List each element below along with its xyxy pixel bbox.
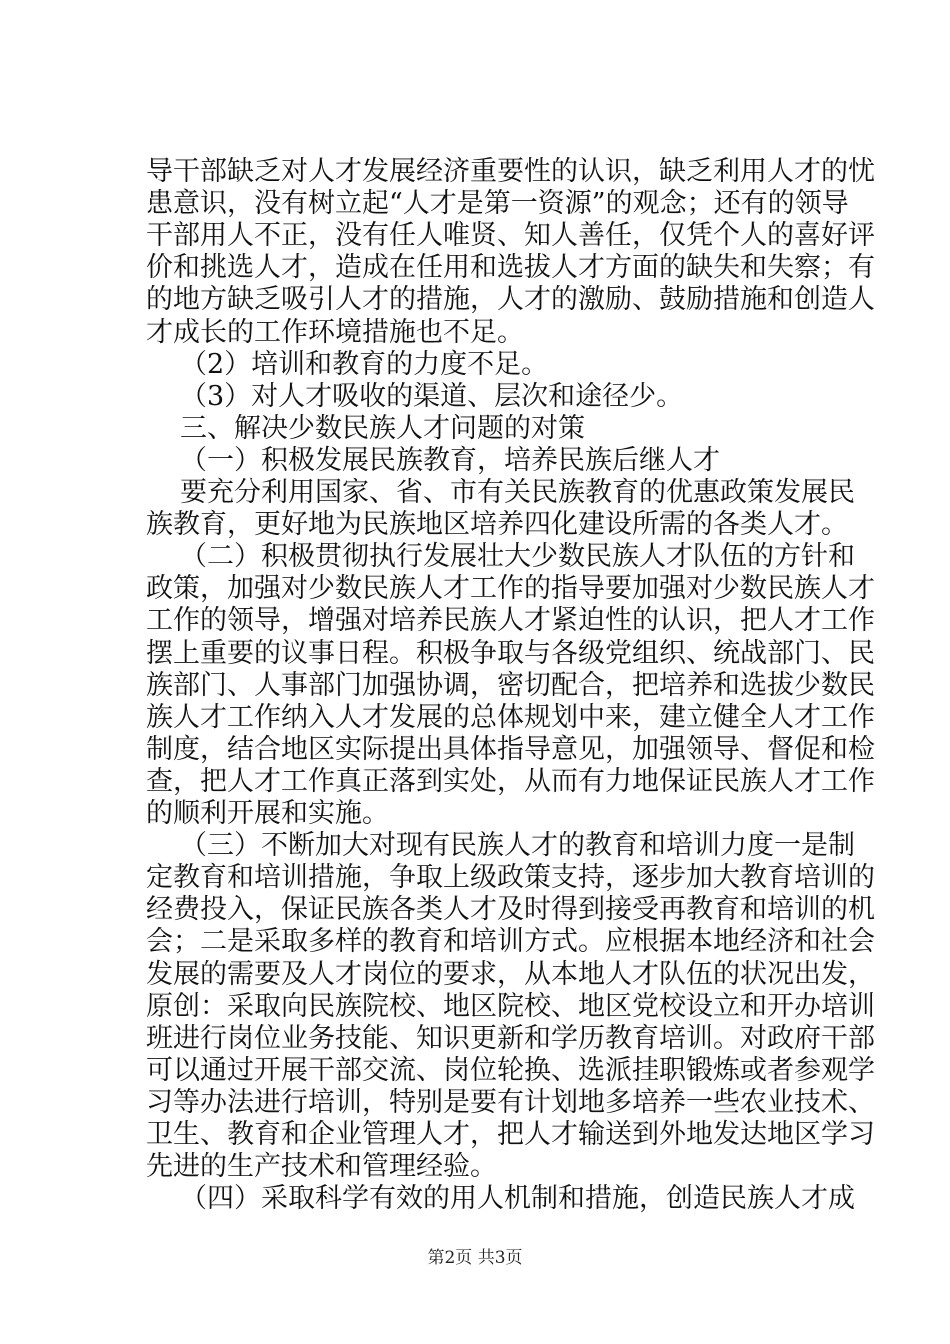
body-text-line: 习等办法进行培训，特别是要有计划地多培养一些农业技术、 (146, 1086, 875, 1118)
body-text-line: 价和挑选人才，造成在任用和选拔人才方面的缺失和失察；有 (146, 252, 875, 284)
body-text-line: 政策，加强对少数民族人才工作的指导要加强对少数民族人才 (146, 573, 875, 605)
body-text-line: 卫生、教育和企业管理人才，把人才输送到外地发达地区学习 (146, 1119, 875, 1150)
list-item-2: （2）培训和教育的力度不足。 (180, 348, 549, 380)
body-text-line: 发展的需要及人才岗位的要求，从本地人才队伍的状况出发， (146, 958, 875, 990)
body-text-line: 干部用人不正，没有任人唯贤、知人善任，仅凭个人的喜好评 (146, 220, 875, 252)
body-text-line: 摆上重要的议事日程。积极争取与各级党组织、统战部门、民 (146, 637, 875, 669)
body-text-line: 查，把人才工作真正落到实处，从而有力地保证民族人才工作 (146, 765, 875, 797)
body-text-line: 可以通过开展干部交流、岗位轮换、选派挂职锻炼或者参观学 (146, 1054, 875, 1086)
page-footer: 第2页 共3页 (427, 1248, 523, 1268)
body-text-line: 患意识，没有树立起“人才是第一资源”的观念；还有的领导 (146, 188, 849, 220)
body-text-line: 导干部缺乏对人才发展经济重要性的认识，缺乏利用人才的忧 (146, 156, 875, 187)
body-text-line: 族教育，更好地为民族地区培养四化建设所需的各类人才。 (146, 509, 848, 541)
subsection-heading-1: （一）积极发展民族教育，培养民族后继人才 (180, 444, 720, 476)
subsection-heading-2: （二）积极贯彻执行发展壮大少数民族人才队伍的方针和 (180, 541, 855, 573)
body-text-line: 制度，结合地区实际提出具体指导意见，加强领导、督促和检 (146, 733, 875, 765)
body-text-line: 原创：采取向民族院校、地区院校、地区党校设立和开办培训 (146, 990, 875, 1022)
subsection-heading-3: （三）不断加大对现有民族人才的教育和培训力度一是制 (180, 830, 855, 862)
body-text-line: 工作的领导，增强对培养民族人才紧迫性的认识，把人才工作 (146, 605, 875, 637)
body-text-line: 的顺利开展和实施。 (146, 798, 389, 829)
body-text-line: 的地方缺乏吸引人才的措施，人才的激励、鼓励措施和创造人 (146, 284, 875, 316)
body-text-line: 要充分利用国家、省、市有关民族教育的优惠政策发展民 (180, 477, 855, 508)
body-text-line: 族部门、人事部门加强协调，密切配合，把培养和选拔少数民 (146, 669, 875, 701)
body-text-line: 才成长的工作环境措施也不足。 (146, 316, 524, 348)
body-text-line: 会；二是采取多样的教育和培训方式。应根据本地经济和社会 (146, 926, 875, 958)
subsection-heading-4: （四）采取科学有效的用人机制和措施，创造民族人才成 (180, 1183, 855, 1215)
body-text-line: 经费投入，保证民族各类人才及时得到接受再教育和培训的机 (146, 894, 875, 926)
body-text-line: 班进行岗位业务技能、知识更新和学历教育培训。对政府干部 (146, 1022, 875, 1054)
body-text-line: 族人才工作纳入人才发展的总体规划中来，建立健全人才工作 (146, 701, 875, 733)
body-text-line: 定教育和培训措施，争取上级政策支持，逐步加大教育培训的 (146, 862, 875, 894)
section-heading: 三、解决少数民族人才问题的对策 (180, 412, 585, 444)
list-item-3: （3）对人才吸收的渠道、层次和途径少。 (180, 380, 684, 412)
body-text-line: 先进的生产技术和管理经验。 (146, 1151, 497, 1183)
